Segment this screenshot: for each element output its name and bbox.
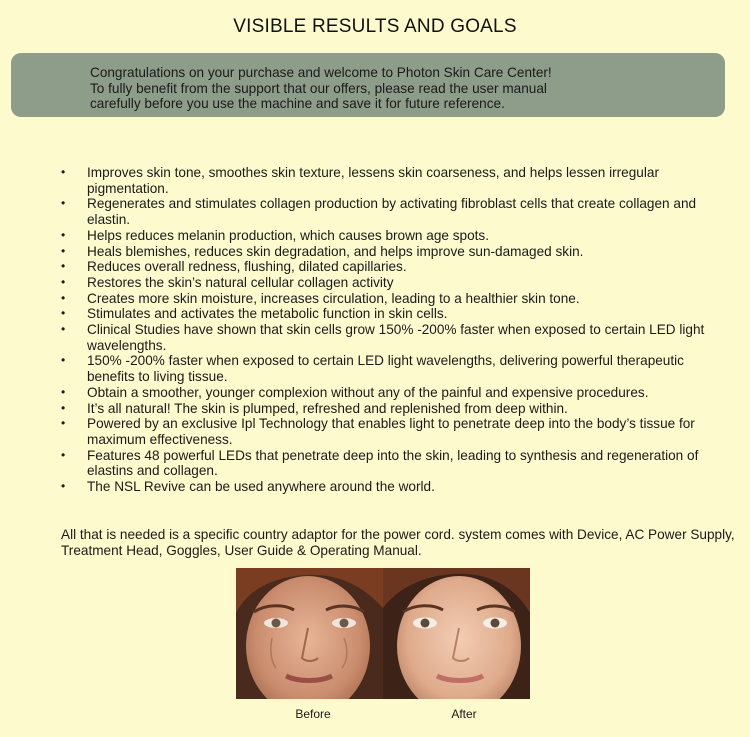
included-items-text: All that is needed is a specific country adaptor for the power cord. system comes with Device, AC Power Supply, Treatment Head, Goggles, User Guide & Operating Manual. — [61, 527, 735, 558]
benefit-item: • Creates more skin moisture, increases circulation, leading to a healthier skin tone. — [61, 291, 731, 307]
benefit-item: • Regenerates and stimulates collagen production by activating fibroblast cells that create collagen and elastin. — [61, 196, 731, 227]
benefit-item: • Stimulates and activates the metabolic function in skin cells. — [61, 306, 731, 322]
welcome-notice — [11, 53, 725, 117]
benefit-item: • Clinical Studies have shown that skin cells grow 150% -200% faster when exposed to certain LED light wavelengths. — [61, 322, 731, 353]
page-title: VISIBLE RESULTS AND GOALS — [233, 16, 517, 37]
benefit-item: • It’s all natural! The skin is plumped, refreshed and replenished from deep within. — [61, 401, 731, 417]
notice-line: carefully before you use the machine and save it for future reference. — [90, 96, 505, 111]
benefit-item: • Helps reduces melanin production, which causes brown age spots. — [61, 228, 731, 244]
benefit-item: • Reduces overall redness, flushing, dilated capillaries. — [61, 259, 731, 275]
benefit-item: • The NSL Revive can be used anywhere around the world. — [61, 479, 731, 495]
benefit-item: • Obtain a smoother, younger complexion without any of the painful and expensive procedures. — [61, 385, 731, 401]
benefit-item: • Heals blemishes, reduces skin degradation, and helps improve sun-damaged skin. — [61, 244, 731, 260]
after-caption: After — [451, 707, 477, 721]
benefit-item: • Improves skin tone, smoothes skin texture, lessens skin coarseness, and helps lessen irregular pigmentation. — [61, 165, 731, 196]
benefit-item: • Restores the skin’s natural cellular collagen activity — [61, 275, 731, 291]
notice-line: To fully benefit from the support that our offers, please read the user manual — [90, 80, 547, 96]
notice-line: Congratulations on your purchase and welcome to Photon Skin Care Center! — [90, 65, 552, 80]
after-photo — [383, 568, 530, 699]
benefit-item: • Features 48 powerful LEDs that penetrate deep into the skin, leading to synthesis and regeneration of elastins and collagen. — [61, 448, 731, 479]
benefits-list — [61, 165, 731, 495]
benefit-item: • Powered by an exclusive Ipl Technology that enables light to penetrate deep into the body’s tissue for maximum effectiveness. — [61, 416, 731, 447]
before-photo — [236, 568, 383, 699]
before-caption: Before — [295, 707, 331, 721]
benefit-item: • 150% -200% faster when exposed to certain LED light wavelengths, delivering powerful therapeutic benefits to living tissue. — [61, 353, 731, 384]
